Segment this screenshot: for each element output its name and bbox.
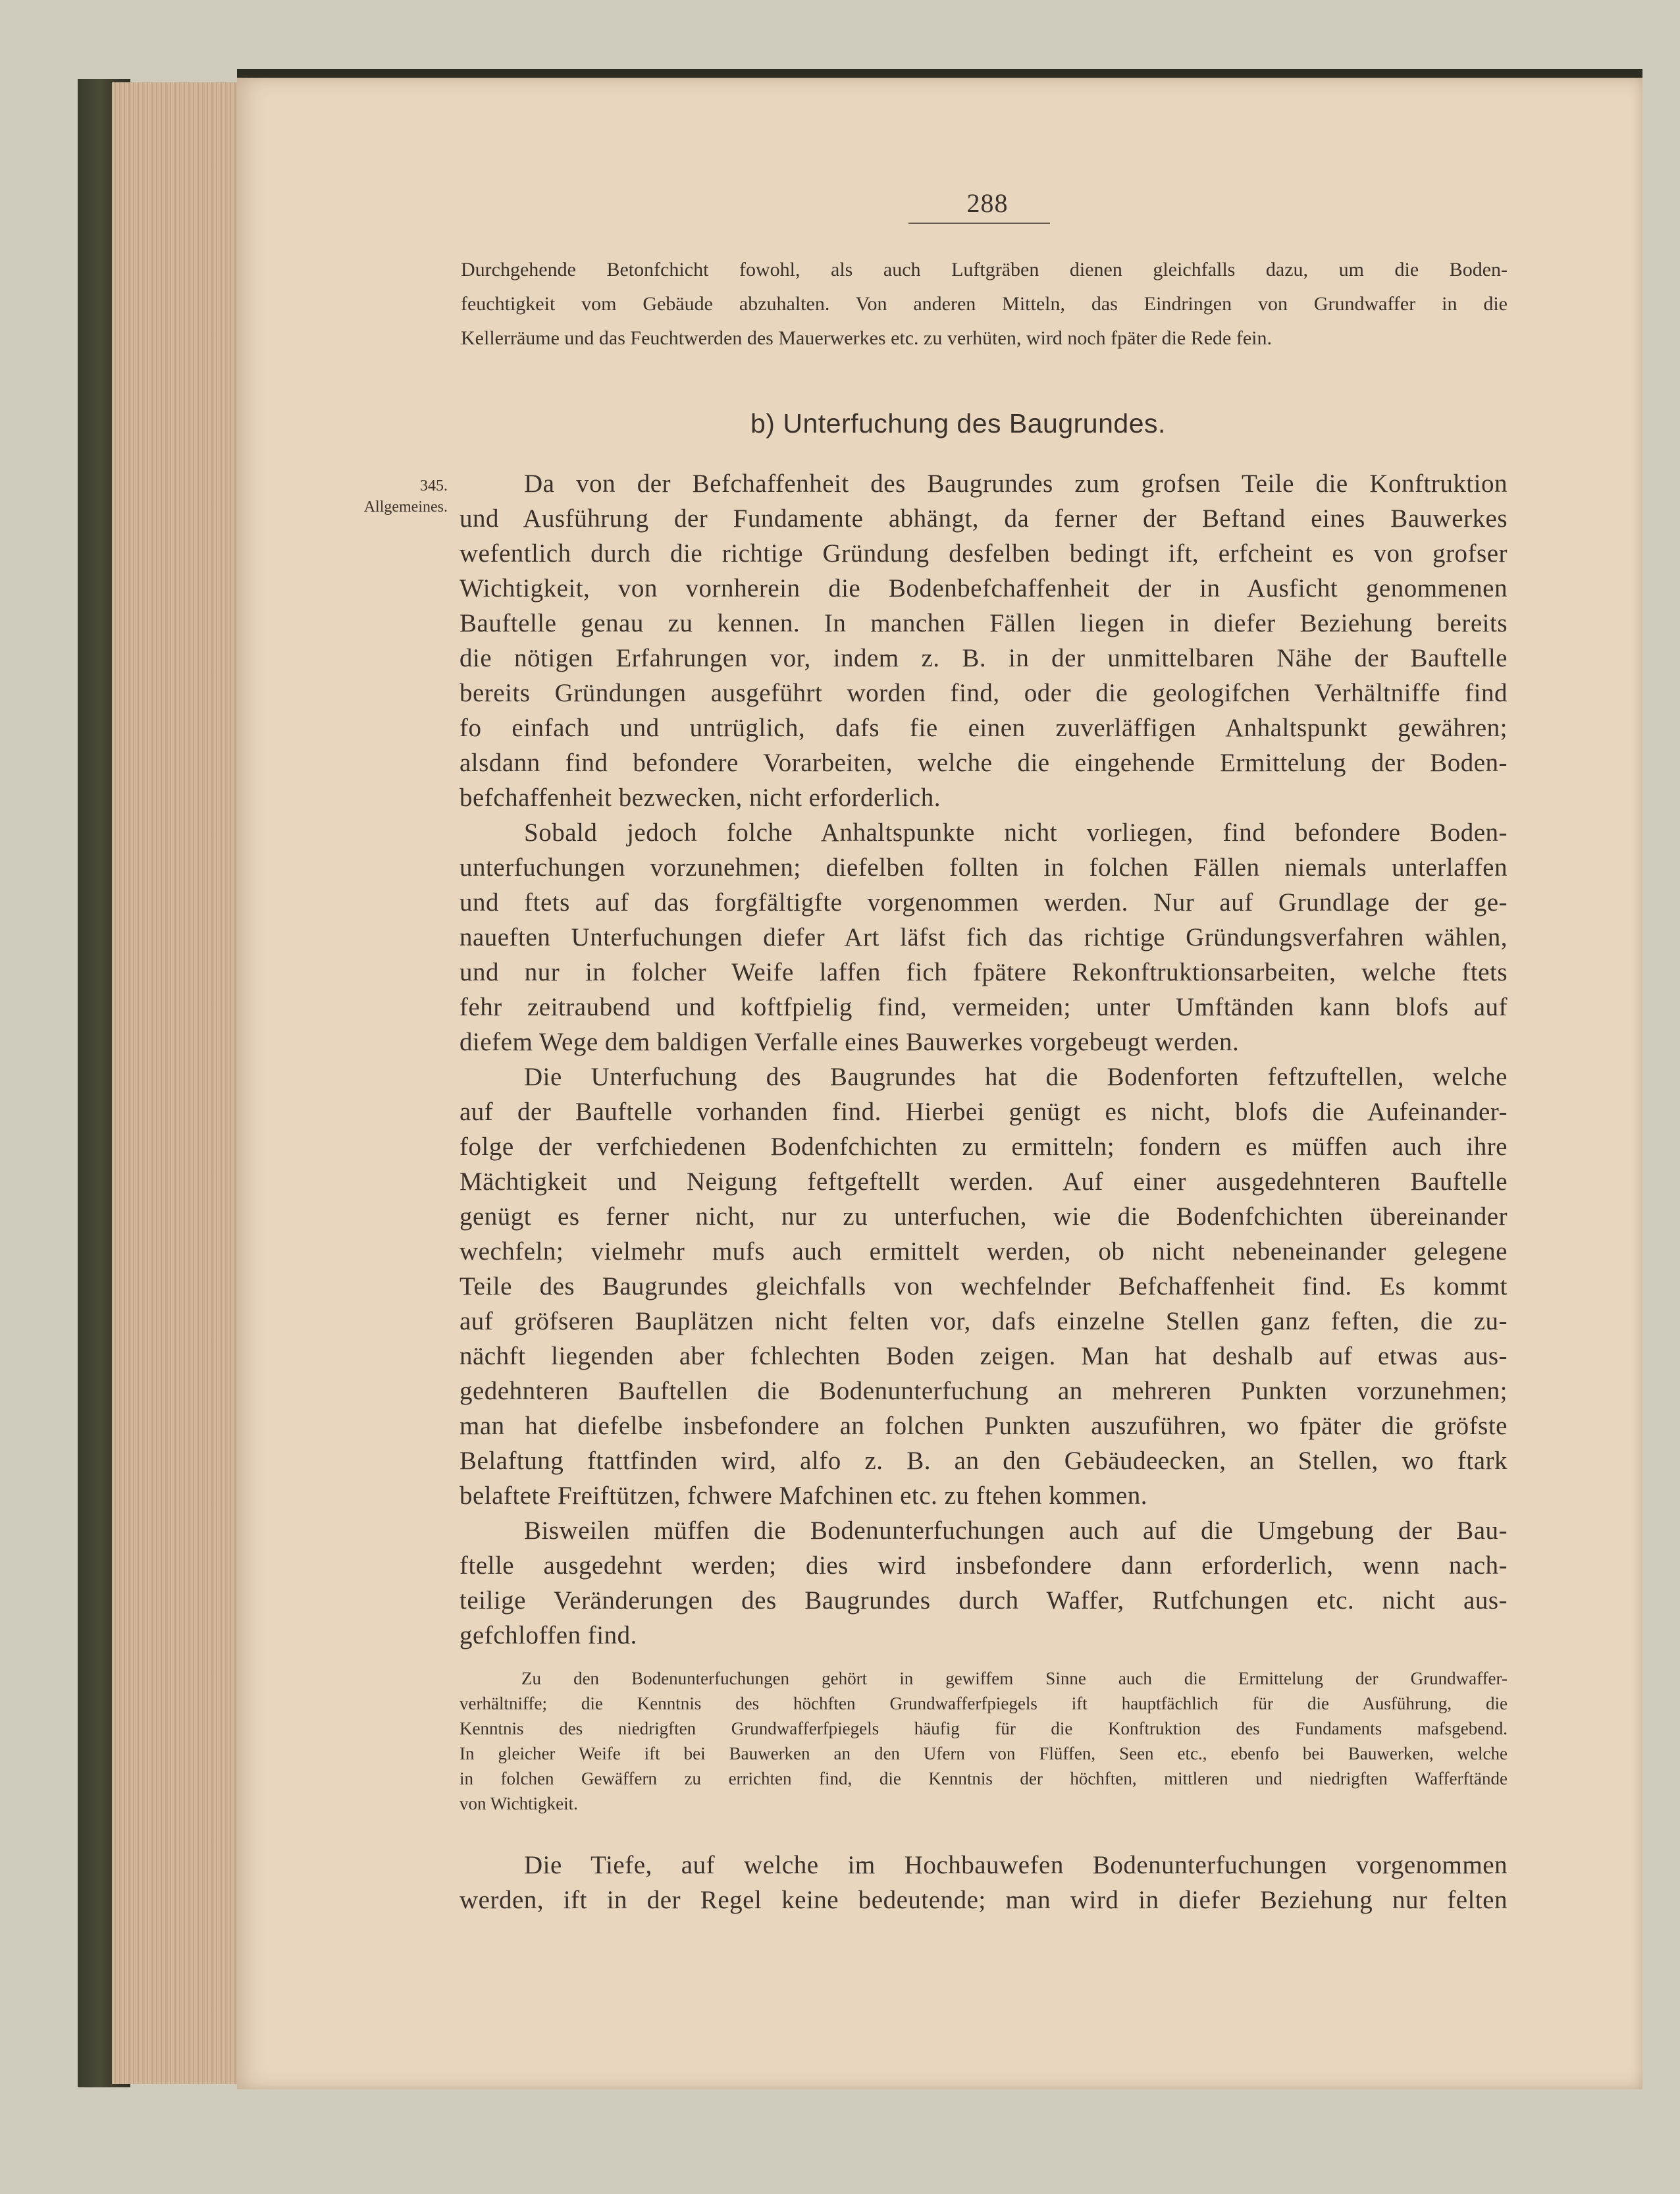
body-lines-line: naueften Unterfuchungen diefer Art läfst fich das richtige Gründungsverfahren wählen, <box>459 923 1508 951</box>
body-lines-line: teilige Veränderungen des Baugrundes durch Waffer, Rutfchungen etc. nicht aus- <box>459 1586 1508 1615</box>
body-lines-line: Bauftelle genau zu kennen. In manchen Fällen liegen in diefer Beziehung bereits <box>459 609 1508 637</box>
intro-line-2: feuchtigkeit vom Gebäude abzuhalten. Von anderen Mitteln, das Eindringen von Grundwaffer in die <box>461 293 1508 315</box>
footnote-lines-line: in folchen Gewäffern zu errichten find, die Kenntnis der höchften, mittleren und niedrigften Wafferftände <box>459 1769 1508 1788</box>
section-heading: b) Unterfuchung des Baugrundes. <box>750 408 1166 439</box>
page-number: 288 <box>966 188 1009 218</box>
margin-note-number: 345. <box>420 477 448 495</box>
body-lines-line: wefentlich durch die richtige Gründung desfelben bedingt ift, erfcheint es von grofser <box>459 539 1508 568</box>
body-lines-line: nächft liegenden aber fchlechten Boden zeigen. Man hat deshalb auf etwas aus- <box>459 1342 1508 1370</box>
body-lines-line: Mächtigkeit und Neigung feftgeftellt werden. Auf einer ausgedehnteren Bauftelle <box>459 1167 1508 1196</box>
body-lines-line: Wichtigkeit, von vornherein die Bodenbefchaffenheit der in Ausficht genommenen <box>459 574 1508 602</box>
body-lines-line: befchaffenheit bezwecken, nicht erforderlich. <box>459 784 941 812</box>
footnote-lines-line: verhältniffe; die Kenntnis des höchften Grundwafferfpiegels ift hauptfächlich für die Ausführung, die <box>459 1694 1508 1713</box>
final-lines-line: werden, ift in der Regel keine bedeutende; man wird in diefer Beziehung nur felten <box>459 1886 1508 1914</box>
body-lines-line: Belaftung ftattfinden wird, alfo z. B. an den Gebäudeecken, an Stellen, wo ftark <box>459 1447 1508 1475</box>
body-lines-line: unterfuchungen vorzunehmen; diefelben follten in folchen Fällen niemals unterlaffen <box>459 853 1508 882</box>
body-lines-line: wechfeln; vielmehr mufs auch ermittelt werden, ob nicht nebeneinander gelegene <box>459 1237 1508 1266</box>
body-lines-line: Teile des Baugrundes gleichfalls von wechfelnder Befchaffenheit find. Es kommt <box>459 1272 1508 1300</box>
body-lines-line: ftelle ausgedehnt werden; dies wird insbefondere dann erforderlich, wenn nach- <box>459 1551 1508 1580</box>
body-lines-line: alsdann find befondere Vorarbeiten, welche die eingehende Ermittelung der Boden- <box>459 749 1508 777</box>
margin-note-label: Allgemeines. <box>363 498 448 516</box>
footnote-lines-line: Zu den Bodenunterfuchungen gehört in gewiffem Sinne auch die Ermittelung der Grundwaffer- <box>521 1669 1508 1688</box>
page-number-rule <box>908 223 1050 224</box>
page-edges <box>112 82 250 2084</box>
body-lines-line: Da von der Befchaffenheit des Baugrundes zum grofsen Teile die Konftruktion <box>524 469 1508 498</box>
body-lines-line: belaftete Freiftützen, fchwere Mafchinen etc. zu ftehen kommen. <box>459 1482 1148 1510</box>
body-lines-line: diefem Wege dem baldigen Verfalle eines Bauwerkes vorgebeugt werden. <box>459 1028 1240 1056</box>
body-lines-line: gedehnteren Bauftellen die Bodenunterfuchung an mehreren Punkten vorzunehmen; <box>459 1377 1508 1405</box>
body-lines-line: auf der Bauftelle vorhanden find. Hierbei genügt es nicht, blofs die Aufeinander- <box>459 1098 1508 1126</box>
body-lines-line: fo einfach und untrüglich, dafs fie einen zuverläffigen Anhaltspunkt gewähren; <box>459 714 1508 742</box>
body-lines-line: die nötigen Erfahrungen vor, indem z. B. in der unmittelbaren Nähe der Bauftelle <box>459 644 1508 672</box>
body-lines-line: und nur in folcher Weife laffen fich fpätere Rekonftruktionsarbeiten, welche ftets <box>459 958 1508 986</box>
body-lines-line: folge der verfchiedenen Bodenfchichten zu ermitteln; fondern es müffen auch ihre <box>459 1133 1508 1161</box>
footnote-lines-line: von Wichtigkeit. <box>459 1794 578 1813</box>
intro-line-1: Durchgehende Betonfchicht fowohl, als auch Luftgräben dienen gleichfalls dazu, um die Boden- <box>461 259 1508 281</box>
final-lines-line: Die Tiefe, auf welche im Hochbauwefen Bodenunterfuchungen vorgenommen <box>524 1851 1508 1879</box>
margin-note <box>319 475 448 518</box>
footnote-lines-line: In gleicher Weife ift bei Bauwerken an den Ufern von Flüffen, Seen etc., ebenfo bei Bauwerken, welche <box>459 1744 1508 1763</box>
body-lines-line: Die Unterfuchung des Baugrundes hat die Bodenforten feftzuftellen, welche <box>524 1063 1508 1091</box>
body-lines-line: und Ausführung der Fundamente abhängt, da ferner der Beftand eines Bauwerkes <box>459 504 1508 533</box>
body-lines-line: Bisweilen müffen die Bodenunterfuchungen auch auf die Umgebung der Bau- <box>524 1516 1508 1545</box>
body-lines-line: Sobald jedoch folche Anhaltspunkte nicht vorliegen, find befondere Boden- <box>524 818 1508 847</box>
footnote-lines-line: Kenntnis des niedrigften Grundwafferfpiegels häufig für die Konftruktion des Fundaments mafsgebend. <box>459 1719 1508 1738</box>
body-lines-line: bereits Gründungen ausgeführt worden find, oder die geologifchen Verhältniffe find <box>459 679 1508 707</box>
intro-line-3: Kellerräume und das Feuchtwerden des Mauerwerkes etc. zu verhüten, wird noch fpäter die Rede fein. <box>461 327 1273 349</box>
body-lines-line: auf gröfseren Bauplätzen nicht felten vor, dafs einzelne Stellen ganz feften, die zu- <box>459 1307 1508 1335</box>
body-lines-line: man hat diefelbe insbefondere an folchen Punkten auszuführen, wo fpäter die gröfste <box>459 1412 1508 1440</box>
body-lines-line: und ftets auf das forgfältigfte vorgenommen werden. Nur auf Grundlage der ge- <box>459 888 1508 917</box>
body-lines-line: fehr zeitraubend und koftfpielig find, vermeiden; unter Umftänden kann blofs auf <box>459 993 1508 1021</box>
body-lines-line: genügt es ferner nicht, nur zu unterfuchen, wie die Bodenfchichten übereinander <box>459 1202 1508 1231</box>
body-lines-line: gefchloffen find. <box>459 1621 637 1649</box>
